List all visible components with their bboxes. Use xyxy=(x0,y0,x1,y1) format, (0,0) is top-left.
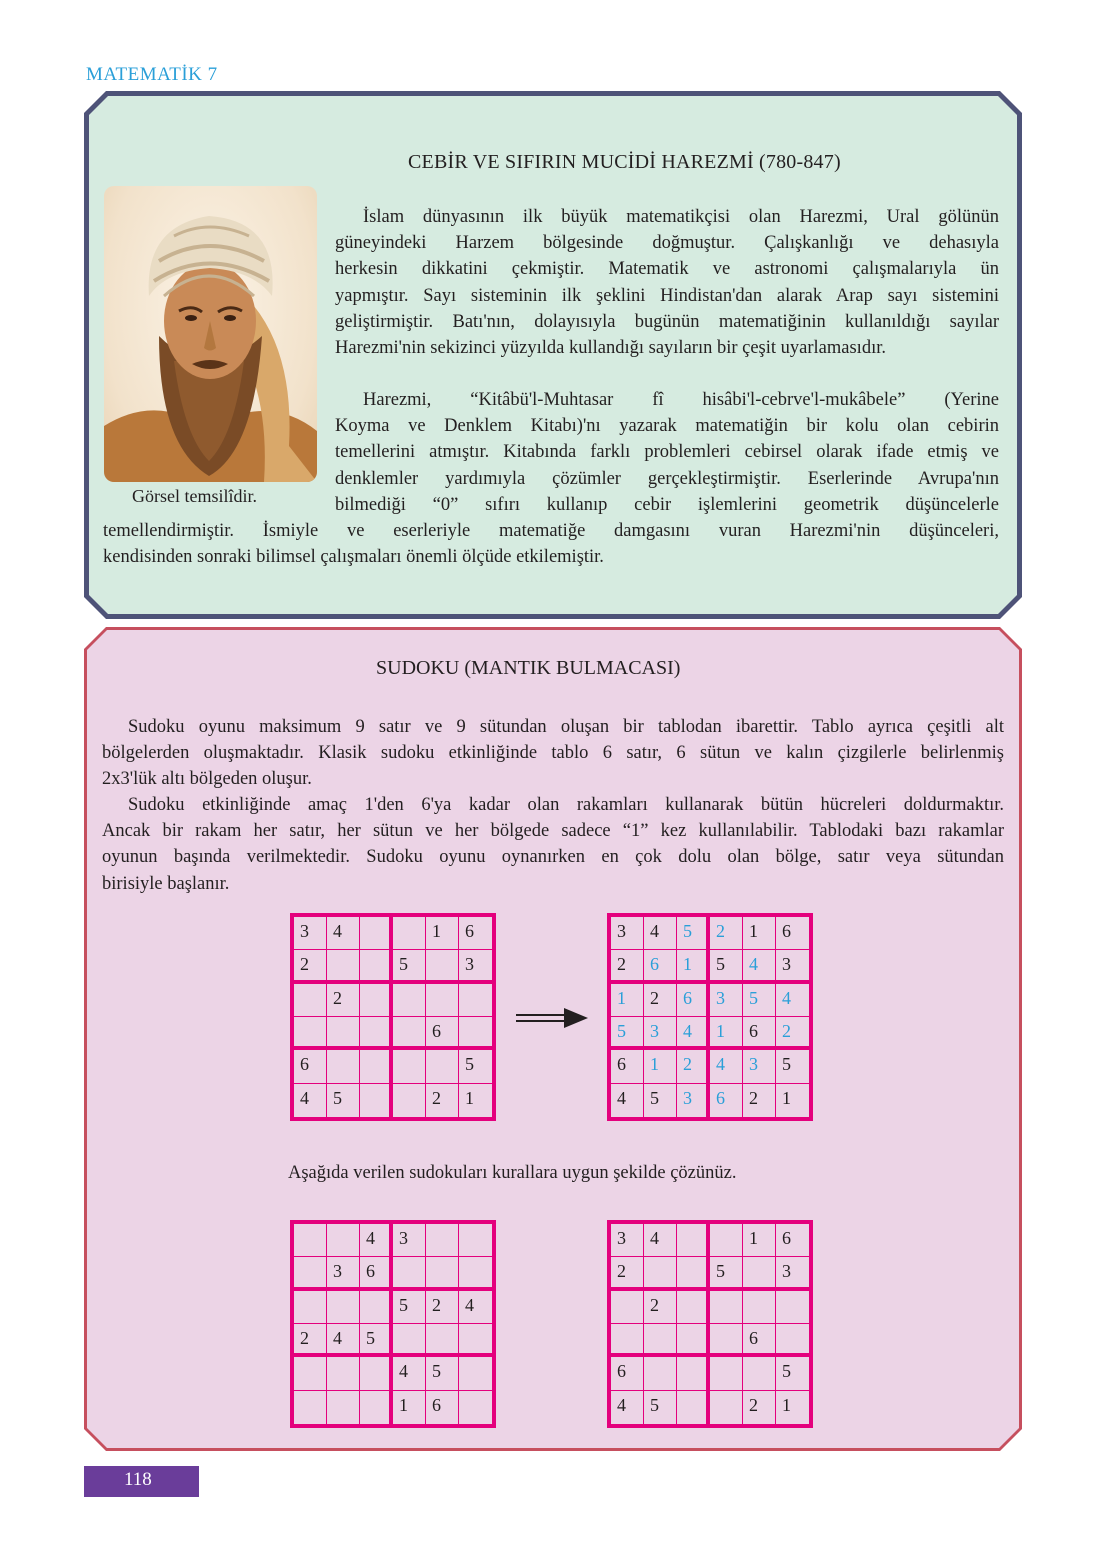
sudoku-cell[interactable] xyxy=(393,1257,426,1290)
paragraph-line: temellerini atmıştır. Kitabında farklı problemleri cebirsel olarak ifade etmiş ve xyxy=(335,442,999,463)
paragraph-line: Sudoku etkinliğinde amaç 1'den 6'ya kadar olan rakamları kullanarak bütün hücreleri doldurmaktır. xyxy=(128,795,1004,815)
sudoku-cell: 3 xyxy=(327,1257,360,1290)
sudoku-cell: 2 xyxy=(776,1017,809,1050)
sudoku-paragraph-2 xyxy=(102,792,1004,897)
paragraph-line: herkesin dikkatini çekmiştir. Matematik ve astronomi çalışmalarıyla ün xyxy=(335,259,999,280)
sudoku-cell[interactable] xyxy=(393,984,426,1017)
sudoku-cell[interactable] xyxy=(393,917,426,950)
sudoku-cell[interactable] xyxy=(710,1391,743,1424)
sudoku-cell: 4 xyxy=(611,1391,644,1424)
sudoku-cell[interactable] xyxy=(611,1291,644,1324)
sudoku-cell[interactable] xyxy=(360,984,393,1017)
sudoku-cell[interactable] xyxy=(611,1324,644,1357)
sudoku-cell: 2 xyxy=(294,950,327,983)
sudoku-cell[interactable] xyxy=(294,1291,327,1324)
arrow-right-icon xyxy=(514,1005,590,1031)
sudoku-cell[interactable] xyxy=(294,1224,327,1257)
paragraph-line: geliştirmiştir. Batı'nın, dolayısıyla bugünün matematiğinin kullanıldığı sayılar xyxy=(335,311,999,332)
sudoku-cell[interactable] xyxy=(644,1257,677,1290)
paragraph-line: bilmediği “0” sıfırı kullanıp cebir işlemlerini geometrik düşüncelerle xyxy=(335,494,999,515)
sudoku-cell[interactable] xyxy=(327,1391,360,1424)
sudoku-cell[interactable] xyxy=(426,1257,459,1290)
sudoku-cell: 5 xyxy=(644,1391,677,1424)
sudoku-cell[interactable] xyxy=(393,1050,426,1083)
paragraph-line: bölgelerden oluşmaktadır. Klasik sudoku etkinliğinde tablo 6 satır, 6 sütun ve kalın çizgilerle belirlenmiş xyxy=(102,743,1004,764)
sudoku-cell: 5 xyxy=(776,1050,809,1083)
paragraph-line: yapmıştır. Sayı sisteminin ilk şeklini Hindistan'dan alarak Arap sayı sistemini xyxy=(335,285,999,306)
sudoku-cell[interactable] xyxy=(327,1224,360,1257)
sudoku-cell[interactable] xyxy=(677,1324,710,1357)
sudoku-cell[interactable] xyxy=(393,1084,426,1117)
sudoku-exercise-1[interactable] xyxy=(290,1220,496,1428)
sudoku-cell: 2 xyxy=(294,1324,327,1357)
sudoku-cell[interactable] xyxy=(459,1017,492,1050)
sudoku-cell[interactable] xyxy=(426,950,459,983)
sudoku-cell: 5 xyxy=(644,1084,677,1117)
sudoku-cell: 5 xyxy=(327,1084,360,1117)
sudoku-cell: 5 xyxy=(393,950,426,983)
biography-title: CEBİR VE SIFIRIN MUCİDİ HAREZMİ (780-847) xyxy=(408,151,841,173)
sudoku-cell: 6 xyxy=(611,1050,644,1083)
sudoku-cell: 5 xyxy=(459,1050,492,1083)
sudoku-cell[interactable] xyxy=(677,1391,710,1424)
sudoku-cell[interactable] xyxy=(294,1257,327,1290)
sudoku-cell: 3 xyxy=(776,1257,809,1290)
sudoku-cell[interactable] xyxy=(677,1291,710,1324)
sudoku-cell: 6 xyxy=(426,1017,459,1050)
sudoku-cell[interactable] xyxy=(327,1291,360,1324)
sudoku-cell: 3 xyxy=(644,1017,677,1050)
sudoku-cell: 2 xyxy=(743,1391,776,1424)
sudoku-cell[interactable] xyxy=(327,1050,360,1083)
sudoku-cell[interactable] xyxy=(360,1357,393,1390)
sudoku-cell: 4 xyxy=(393,1357,426,1390)
paragraph-line: İslam dünyasının ilk büyük matematikçisi olan Harezmi, Ural gölünün xyxy=(363,207,999,227)
page-number: 118 xyxy=(124,1469,152,1490)
sudoku-cell[interactable] xyxy=(360,1084,393,1117)
sudoku-cell: 1 xyxy=(677,950,710,983)
sudoku-cell: 3 xyxy=(611,1224,644,1257)
sudoku-cell: 6 xyxy=(776,917,809,950)
sudoku-cell: 1 xyxy=(393,1391,426,1424)
sudoku-cell: 2 xyxy=(743,1084,776,1117)
exercise-instruction: Aşağıda verilen sudokuları kurallara uygun şekilde çözünüz. xyxy=(288,1163,737,1183)
sudoku-cell: 6 xyxy=(743,1017,776,1050)
sudoku-cell[interactable] xyxy=(360,917,393,950)
sudoku-cell[interactable] xyxy=(459,1357,492,1390)
sudoku-cell: 3 xyxy=(294,917,327,950)
sudoku-cell: 6 xyxy=(360,1257,393,1290)
sudoku-cell: 3 xyxy=(611,917,644,950)
paragraph-line: Harezmi, “Kitâbü'l-Muhtasar fî hisâbi'l-cebrve'l-mukâbele” (Yerine xyxy=(363,390,999,410)
sudoku-cell[interactable] xyxy=(459,984,492,1017)
sudoku-cell[interactable] xyxy=(710,1291,743,1324)
sudoku-cell: 1 xyxy=(743,1224,776,1257)
sudoku-cell[interactable] xyxy=(644,1357,677,1390)
sudoku-cell: 1 xyxy=(611,984,644,1017)
sudoku-cell: 3 xyxy=(459,950,492,983)
sudoku-cell: 4 xyxy=(677,1017,710,1050)
sudoku-cell: 2 xyxy=(677,1050,710,1083)
sudoku-cell[interactable] xyxy=(393,1017,426,1050)
paragraph-line: birisiyle başlanır. xyxy=(102,873,230,894)
sudoku-cell[interactable] xyxy=(776,1324,809,1357)
paragraph-line: Ancak bir rakam her satır, her sütun ve her bölgede sadece “1” kez kullanılabilir. Tablodaki bazı rakamlar xyxy=(102,821,1004,842)
sudoku-cell: 5 xyxy=(710,1257,743,1290)
sudoku-cell: 6 xyxy=(294,1050,327,1083)
sudoku-cell[interactable] xyxy=(360,1291,393,1324)
sudoku-cell: 6 xyxy=(611,1357,644,1390)
sudoku-example-solution xyxy=(607,913,813,1121)
sudoku-cell: 1 xyxy=(710,1017,743,1050)
sudoku-cell[interactable] xyxy=(294,1017,327,1050)
paragraph-line: kendisinden sonraki bilimsel çalışmaları önemli ölçüde etkilemiştir. xyxy=(103,547,604,568)
sudoku-cell: 6 xyxy=(743,1324,776,1357)
sudoku-exercise-2[interactable] xyxy=(607,1220,813,1428)
sudoku-cell: 1 xyxy=(426,917,459,950)
sudoku-cell: 3 xyxy=(677,1084,710,1117)
sudoku-cell[interactable] xyxy=(710,1224,743,1257)
sudoku-cell: 5 xyxy=(426,1357,459,1390)
sudoku-cell[interactable] xyxy=(426,984,459,1017)
sudoku-cell: 6 xyxy=(426,1391,459,1424)
sudoku-cell: 6 xyxy=(776,1224,809,1257)
sudoku-cell[interactable] xyxy=(393,1324,426,1357)
sudoku-cell[interactable] xyxy=(710,1324,743,1357)
paragraph-line: oyunun başında verilmektedir. Sudoku oyunu oynanırken en çok dolu olan bölge, satır veya sütundan xyxy=(102,847,1004,868)
sudoku-cell: 4 xyxy=(327,917,360,950)
sudoku-cell[interactable] xyxy=(644,1324,677,1357)
sudoku-cell: 1 xyxy=(743,917,776,950)
sudoku-cell[interactable] xyxy=(360,1391,393,1424)
sudoku-cell: 2 xyxy=(644,1291,677,1324)
sudoku-cell: 2 xyxy=(710,917,743,950)
sudoku-cell: 1 xyxy=(465,1087,474,1108)
sudoku-cell: 5 xyxy=(776,1357,809,1390)
sudoku-cell[interactable] xyxy=(710,1357,743,1390)
paragraph-line: Koyma ve Denklem Kitabı)'nı yazarak matematiğin bir kolu olan cebirin xyxy=(335,416,999,437)
sudoku-cell[interactable] xyxy=(459,1324,492,1357)
sudoku-cell[interactable] xyxy=(294,984,327,1017)
paragraph-line: Sudoku oyunu maksimum 9 satır ve 9 sütundan oluşan bir tablodan ibarettir. Tablo ayrıca çeşitli alt xyxy=(128,717,1004,737)
sudoku-cell: 4 xyxy=(743,950,776,983)
sudoku-cell: 6 xyxy=(677,984,710,1017)
sudoku-cell[interactable] xyxy=(459,1224,492,1257)
sudoku-cell: 3 xyxy=(710,984,743,1017)
sudoku-cell: 2 xyxy=(426,1084,459,1117)
sudoku-cell: 4 xyxy=(360,1224,393,1257)
sudoku-cell: 4 xyxy=(327,1324,360,1357)
harezmi-portrait-image xyxy=(104,186,317,482)
sudoku-cell[interactable] xyxy=(677,1257,710,1290)
sudoku-cell[interactable] xyxy=(327,1357,360,1390)
sudoku-cell: 4 xyxy=(644,917,677,950)
sudoku-cell[interactable] xyxy=(743,1291,776,1324)
sudoku-cell: 2 xyxy=(611,1257,644,1290)
portrait-illustration xyxy=(104,186,317,482)
sudoku-cell: 6 xyxy=(644,950,677,983)
sudoku-cell: 1 xyxy=(782,1394,791,1415)
sudoku-cell: 5 xyxy=(611,1017,644,1050)
sudoku-cell: 5 xyxy=(360,1324,393,1357)
sudoku-cell: 4 xyxy=(294,1084,327,1117)
sudoku-cell: 3 xyxy=(743,1050,776,1083)
sudoku-example-puzzle xyxy=(290,913,496,1121)
sudoku-cell[interactable] xyxy=(360,950,393,983)
sudoku-cell[interactable] xyxy=(327,950,360,983)
sudoku-cell: 2 xyxy=(327,984,360,1017)
sudoku-cell[interactable] xyxy=(677,1357,710,1390)
sudoku-cell: 4 xyxy=(776,984,809,1017)
sudoku-cell[interactable] xyxy=(743,1357,776,1390)
sudoku-cell: 4 xyxy=(644,1224,677,1257)
sudoku-cell: 4 xyxy=(611,1084,644,1117)
sudoku-cell[interactable] xyxy=(459,1391,492,1424)
sudoku-cell[interactable] xyxy=(677,1224,710,1257)
paragraph-line: denklemler yardımıyla çözümler gerçekleştirmiştir. Eserlerinde Avrupa'nın xyxy=(335,468,999,489)
sudoku-cell: 5 xyxy=(393,1291,426,1324)
sudoku-cell[interactable] xyxy=(294,1391,327,1424)
paragraph-line: 2x3'lük altı bölgeden oluşur. xyxy=(102,769,312,790)
sudoku-cell: 2 xyxy=(644,984,677,1017)
sudoku-cell: 5 xyxy=(710,950,743,983)
sudoku-cell: 5 xyxy=(743,984,776,1017)
paragraph-line: güneyindeki Harzem bölgesinde doğmuştur. Çalışkanlığı ve dehasıyla xyxy=(335,233,999,254)
sudoku-cell: 1 xyxy=(782,1087,791,1108)
sudoku-cell[interactable] xyxy=(776,1291,809,1324)
sudoku-cell: 5 xyxy=(677,917,710,950)
sudoku-paragraph-1 xyxy=(102,714,1004,793)
sudoku-cell: 3 xyxy=(393,1224,426,1257)
sudoku-cell: 4 xyxy=(459,1291,492,1324)
paragraph-line: temellendirmiştir. İsmiyle ve eserleriyle matematiğe damgasını vuran Harezmi'nin düşünceleri, xyxy=(103,520,999,541)
portrait-caption: Görsel temsilîdir. xyxy=(132,486,257,506)
sudoku-cell: 4 xyxy=(710,1050,743,1083)
sudoku-cell[interactable] xyxy=(459,1257,492,1290)
sudoku-cell: 2 xyxy=(426,1291,459,1324)
sudoku-cell[interactable] xyxy=(360,1017,393,1050)
sudoku-cell: 3 xyxy=(776,950,809,983)
sudoku-cell: 6 xyxy=(459,917,492,950)
paragraph-line: Harezmi'nin sekizinci yüzyılda kullandığı sayıların bir çeşit uyarlamasıdır. xyxy=(335,337,886,358)
sudoku-cell[interactable] xyxy=(294,1357,327,1390)
page-header-title: MATEMATİK 7 xyxy=(86,64,218,85)
sudoku-cell: 6 xyxy=(710,1084,743,1117)
sudoku-cell[interactable] xyxy=(360,1050,393,1083)
sudoku-cell[interactable] xyxy=(327,1017,360,1050)
sudoku-title: SUDOKU (MANTIK BULMACASI) xyxy=(376,657,681,679)
sudoku-cell[interactable] xyxy=(426,1324,459,1357)
sudoku-cell[interactable] xyxy=(743,1257,776,1290)
biography-paragraph-1 xyxy=(335,204,999,361)
sudoku-cell: 1 xyxy=(644,1050,677,1083)
sudoku-cell: 2 xyxy=(611,950,644,983)
sudoku-cell[interactable] xyxy=(426,1050,459,1083)
sudoku-cell[interactable] xyxy=(426,1224,459,1257)
